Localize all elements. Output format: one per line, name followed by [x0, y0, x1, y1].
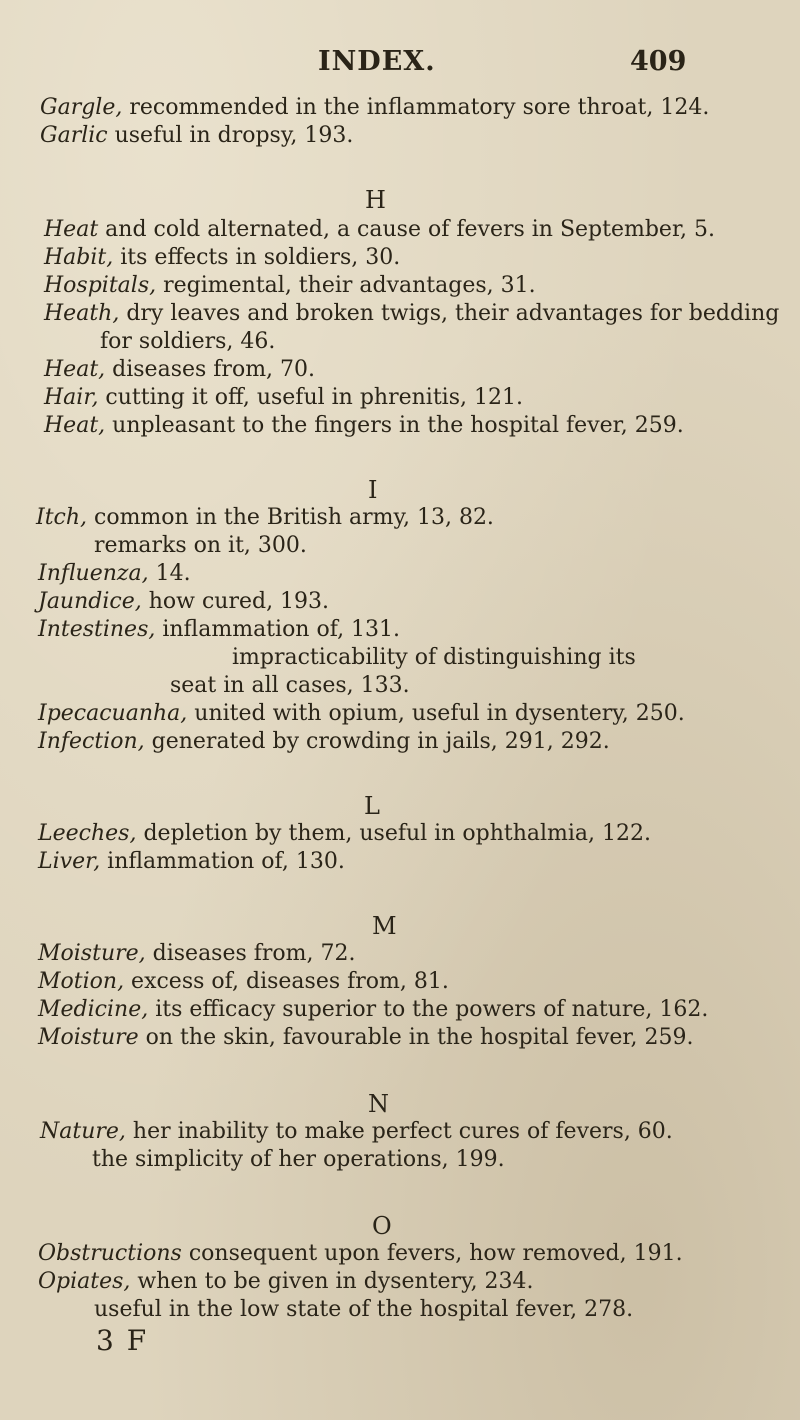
- entry-text: cutting it off, useful in phrenitis, 121.: [98, 385, 523, 410]
- index-entry: [40, 1118, 673, 1146]
- index-entry: [38, 728, 610, 756]
- entry-term: Infection,: [38, 729, 145, 754]
- entry-term: Gargle,: [40, 95, 123, 120]
- index-entry: [38, 700, 685, 728]
- index-entry: [44, 384, 523, 412]
- entry-text: diseases from, 72.: [145, 941, 356, 966]
- index-entry: [40, 122, 353, 150]
- entry-term: Motion,: [38, 969, 125, 994]
- entry-text: its effects in soldiers, 30.: [113, 245, 401, 270]
- entry-text: inflammation of, 131.: [155, 617, 401, 642]
- index-entry: [38, 940, 356, 968]
- section-letter-h: H: [365, 186, 386, 214]
- entry-text: excess of, diseases from, 81.: [124, 969, 449, 994]
- index-entry: [38, 848, 345, 876]
- index-entry: [38, 588, 329, 616]
- entry-term: Nature,: [40, 1119, 126, 1144]
- section-letter-i: I: [368, 476, 378, 504]
- entry-text: generated by crowding in jails, 291, 292.: [144, 729, 610, 754]
- index-entry: [44, 356, 315, 384]
- entry-text: when to be given in dysentery, 234.: [130, 1269, 534, 1294]
- entry-text: 14.: [148, 561, 191, 586]
- entry-continuation: impracticability of distinguishing its: [232, 645, 636, 670]
- index-entry: [38, 1024, 693, 1052]
- index-entry: [44, 412, 684, 440]
- entry-continuation: remarks on it, 300.: [94, 533, 307, 558]
- index-entry: [36, 504, 494, 532]
- entry-term: Intestines,: [38, 617, 156, 642]
- index-entry: [38, 996, 708, 1024]
- section-letter-m: M: [372, 912, 397, 940]
- entry-text: diseases from, 70.: [105, 357, 316, 382]
- index-entry: [44, 300, 779, 328]
- section-letter-n: N: [368, 1090, 389, 1118]
- index-entry: [44, 272, 536, 300]
- entry-continuation: useful in the low state of the hospital fever, 278.: [94, 1297, 634, 1322]
- entry-text: recommended in the inflammatory sore throat, 124.: [122, 95, 710, 120]
- entry-term: Moisture,: [38, 941, 146, 966]
- entry-term: Moisture: [38, 1025, 139, 1050]
- index-entry: [38, 1268, 534, 1296]
- entry-continuation: the simplicity of her operations, 199.: [92, 1147, 505, 1172]
- entry-term: Medicine,: [38, 997, 149, 1022]
- running-head: INDEX.: [318, 46, 436, 77]
- entry-term: Leeches,: [38, 821, 137, 846]
- entry-text: its efficacy superior to the powers of nature, 162.: [148, 997, 709, 1022]
- entry-term: Obstructions: [38, 1241, 182, 1266]
- index-entry: [38, 1240, 683, 1268]
- section-letter-o: O: [372, 1212, 392, 1240]
- index-entry: [44, 216, 715, 244]
- signature-mark: 3 F: [96, 1324, 149, 1357]
- entry-term: Jaundice,: [38, 589, 142, 614]
- entry-term: Influenza,: [38, 561, 149, 586]
- entry-term: Hair,: [44, 385, 99, 410]
- index-entry: [40, 94, 709, 122]
- entry-term: Heat,: [44, 413, 106, 438]
- entry-text: depletion by them, useful in ophthalmia, 122.: [136, 821, 652, 846]
- entry-text: common in the British army, 13, 82.: [87, 505, 494, 530]
- entry-term: Liver,: [38, 849, 101, 874]
- entry-continuation: for soldiers, 46.: [100, 329, 276, 354]
- index-entry: [38, 560, 191, 588]
- index-entry: [38, 820, 651, 848]
- entry-text: useful in dropsy, 193.: [107, 123, 354, 148]
- entry-text: inflammation of, 130.: [100, 849, 345, 874]
- page-number: 409: [630, 46, 687, 77]
- entry-text: unpleasant to the fingers in the hospital fever, 259.: [105, 413, 684, 438]
- entry-text: her inability to make perfect cures of fevers, 60.: [125, 1119, 673, 1144]
- entry-continuation: seat in all cases, 133.: [170, 673, 410, 698]
- page-header: [0, 46, 800, 86]
- index-entry: [44, 244, 400, 272]
- entry-text: dry leaves and broken twigs, their advantages for bedding: [119, 301, 780, 326]
- entry-text: on the skin, favourable in the hospital fever, 259.: [138, 1025, 694, 1050]
- entry-term: Heat: [44, 217, 99, 242]
- entry-text: and cold alternated, a cause of fevers in September, 5.: [98, 217, 716, 242]
- entry-term: Itch,: [36, 505, 88, 530]
- entry-term: Opiates,: [38, 1269, 131, 1294]
- entry-term: Heath,: [44, 301, 120, 326]
- entry-text: how cured, 193.: [141, 589, 330, 614]
- index-entry: [38, 616, 400, 644]
- entry-term: Habit,: [44, 245, 114, 270]
- entry-text: regimental, their advantages, 31.: [156, 273, 536, 298]
- index-entry: [38, 968, 449, 996]
- entry-text: consequent upon fevers, how removed, 191.: [181, 1241, 683, 1266]
- entry-term: Ipecacuanha,: [38, 701, 188, 726]
- entry-term: Heat,: [44, 357, 106, 382]
- entry-text: united with opium, useful in dysentery, 250.: [187, 701, 685, 726]
- section-letter-l: L: [364, 792, 380, 820]
- entry-term: Garlic: [40, 123, 108, 148]
- entry-term: Hospitals,: [44, 273, 157, 298]
